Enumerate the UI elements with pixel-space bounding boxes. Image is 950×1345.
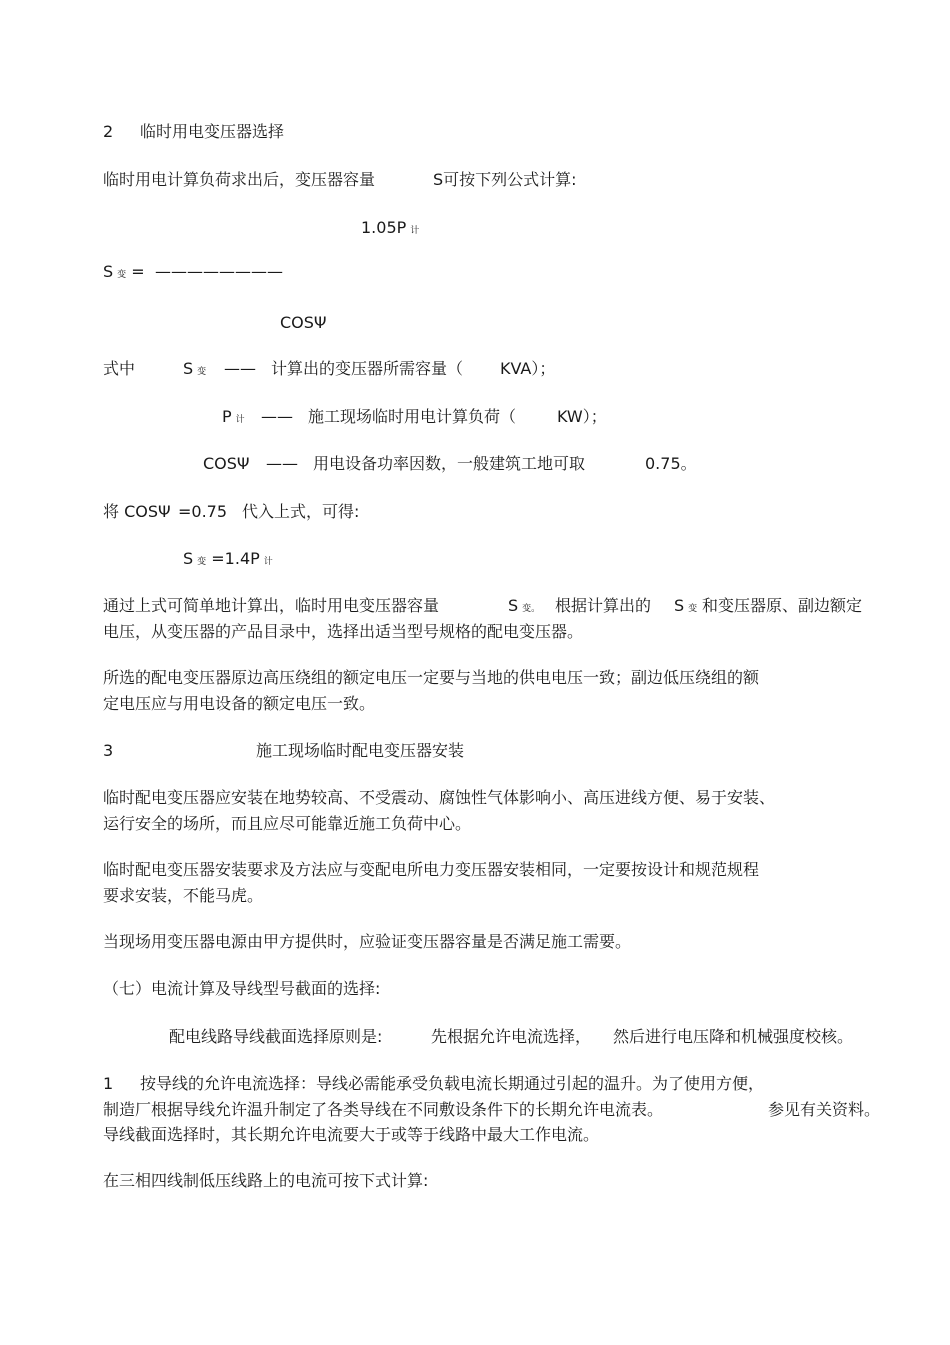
install-text-1-line1: 临时配电变压器应安装在地势较高、不受震动、腐蚀性气体影响小、高压进线方便、易于安装、 [103, 788, 776, 807]
install-text-1-line2: 运行安全的场所，而且应尽可能靠近施工负荷中心。 [103, 814, 472, 833]
formula-lhs-symbol: S [103, 262, 114, 281]
calc-symbol-s1 [508, 596, 540, 619]
formula-lhs [103, 262, 145, 285]
intro-text-a: 临时用电计算负荷求出后，变压器容量 [103, 170, 376, 189]
allow-text-line2b: 参见有关资料。 [768, 1100, 881, 1119]
three-phase-text: 在三相四线制低压线路上的电流可按下式计算: [103, 1171, 429, 1190]
where-p-subscript: 计 [235, 415, 245, 425]
formula-lhs-subscript: 变 [117, 270, 127, 280]
section-3-number: 3 [103, 741, 114, 760]
calc-text-a: 通过上式可简单地计算出，临时用电变压器容量 [103, 596, 440, 615]
where-cos-dash: —— [266, 454, 298, 473]
where-p-description: 施工现场临时用电计算负荷（ [308, 407, 517, 426]
formula-equals: = [131, 262, 145, 281]
calc-text-c: 根据计算出的 [555, 596, 652, 615]
calc-symbol-s1-text: S [508, 596, 519, 615]
where-s-symbol [183, 359, 206, 382]
where-s-dash: —— [224, 359, 256, 378]
formula-numerator-value: 1.05P [361, 218, 407, 237]
where-p-symbol [222, 407, 245, 430]
calc-text-line2: 电压，从变压器的产品目录中，选择出适当型号规格的配电变压器。 [103, 622, 584, 641]
section-2-number: 2 [103, 122, 114, 141]
allow-text-line3: 导线截面选择时，其长期允许电流要大于或等于线路中最大工作电流。 [103, 1125, 600, 1144]
allow-text-line2a: 制造厂根据导线允许温升制定了各类导线在不同敷设条件下的长期允许电流表。 [103, 1100, 664, 1119]
allow-text-line1: 按导线的允许电流选择：导线必需能承受负载电流长期通过引起的温升。为了使用方便， [140, 1074, 765, 1093]
formula-fraction-bar: ———————— [155, 262, 283, 281]
result-symbol: S [183, 549, 194, 568]
where-label: 式中 [103, 359, 136, 378]
calc-symbol-s2-text: S [674, 596, 685, 615]
where-cos-description: 用电设备功率因数，一般建筑工地可取 [313, 454, 586, 473]
substitute-text-b: =0.75 [178, 502, 228, 521]
formula-numerator-subscript: 计 [410, 226, 420, 236]
principle-text-b: 先根据允许电流选择， [431, 1027, 592, 1046]
where-cos-symbol: COSΨ [203, 454, 250, 473]
where-s-subscript: 变 [197, 367, 207, 377]
calc-symbol-s2-subscript: 变 [688, 604, 698, 614]
formula-denominator: COSΨ [280, 313, 327, 332]
calc-symbol-s1-subscript: 变。 [522, 604, 541, 614]
result-subscript: 变 [197, 557, 207, 567]
voltage-text-line2: 定电压应与用电设备的额定电压一致。 [103, 694, 376, 713]
where-s-unit: KVA）； [500, 359, 556, 378]
where-p-symbol-text: P [222, 407, 232, 426]
where-p-dash: —— [261, 407, 293, 426]
section-7-title: （七）电流计算及导线型号截面的选择: [103, 979, 381, 998]
calc-symbol-s2 [674, 596, 697, 619]
install-text-2-line1: 临时配电变压器安装要求及方法应与变配电所电力变压器安装相同，一定要按设计和规范规程 [103, 860, 760, 879]
intro-text-b: S可按下列公式计算: [433, 170, 577, 189]
where-s-description: 计算出的变压器所需容量（ [271, 359, 464, 378]
result-subscript-2: 计 [263, 557, 273, 567]
owner-text: 当现场用变压器电源由甲方提供时，应验证变压器容量是否满足施工需要。 [103, 932, 632, 951]
where-p-unit: KW）； [557, 407, 607, 426]
principle-text-c: 然后进行电压降和机械强度校核。 [613, 1027, 854, 1046]
allow-number: 1 [103, 1074, 114, 1093]
where-cos-value: 0.75。 [645, 454, 697, 473]
principle-text-a: 配电线路导线截面选择原则是: [169, 1027, 383, 1046]
voltage-text-line1: 所选的配电变压器原边高压绕组的额定电压一定要与当地的供电电压一致；副边低压绕组的额 [103, 668, 760, 687]
result-value: =1.4P [211, 549, 260, 568]
where-s-symbol-text: S [183, 359, 194, 378]
result-formula [183, 549, 273, 572]
calc-text-e: 和变压器原、副边额定 [702, 596, 863, 615]
substitute-text-c: 代入上式，可得: [242, 502, 360, 521]
section-3-title: 施工现场临时配电变压器安装 [256, 741, 465, 760]
section-2-title: 临时用电变压器选择 [140, 122, 285, 141]
formula-numerator [361, 218, 419, 241]
install-text-2-line2: 要求安装，不能马虎。 [103, 886, 264, 905]
substitute-text-a: 将 COSΨ [103, 502, 171, 521]
